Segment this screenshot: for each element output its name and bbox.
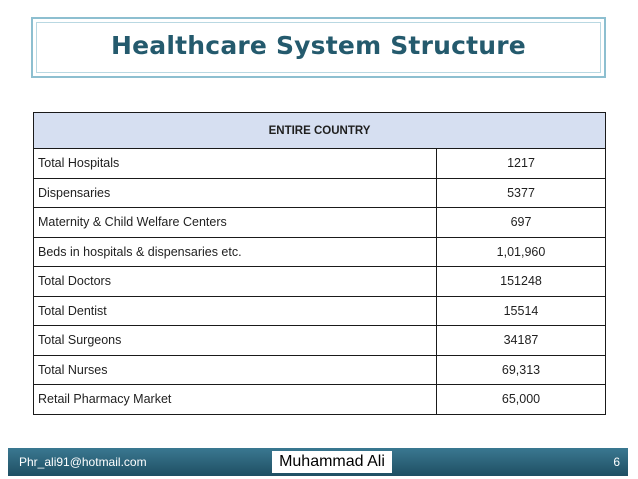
row-value: 34187 xyxy=(437,326,606,356)
row-label: Maternity & Child Welfare Centers xyxy=(34,208,437,238)
row-label: Dispensaries xyxy=(34,178,437,208)
row-label: Beds in hospitals & dispensaries etc. xyxy=(34,237,437,267)
title-box xyxy=(31,17,606,78)
table-header-row xyxy=(34,113,606,149)
row-label: Total Surgeons xyxy=(34,326,437,356)
slide-title: Healthcare System Structure xyxy=(111,31,526,60)
row-label: Total Doctors xyxy=(34,267,437,297)
row-value: 65,000 xyxy=(437,385,606,415)
page-number: 6 xyxy=(613,455,620,469)
footer-author: Muhammad Ali xyxy=(272,451,392,473)
footer-email: Phr_ali91@hotmail.com xyxy=(19,455,147,469)
table-row xyxy=(34,237,606,267)
table-row xyxy=(34,355,606,385)
row-value: 151248 xyxy=(437,267,606,297)
table-header-cell: ENTIRE COUNTRY xyxy=(34,113,606,149)
table-row xyxy=(34,296,606,326)
table-row xyxy=(34,326,606,356)
table-row xyxy=(34,208,606,238)
row-label: Retail Pharmacy Market xyxy=(34,385,437,415)
row-value: 1,01,960 xyxy=(437,237,606,267)
row-value: 5377 xyxy=(437,178,606,208)
row-value: 1217 xyxy=(437,149,606,179)
row-label: Total Hospitals xyxy=(34,149,437,179)
row-label: Total Dentist xyxy=(34,296,437,326)
table-row xyxy=(34,149,606,179)
row-value: 697 xyxy=(437,208,606,238)
table-row xyxy=(34,178,606,208)
healthcare-table xyxy=(33,112,606,415)
row-value: 69,313 xyxy=(437,355,606,385)
table-row xyxy=(34,385,606,415)
row-label: Total Nurses xyxy=(34,355,437,385)
row-value: 15514 xyxy=(437,296,606,326)
table-row xyxy=(34,267,606,297)
footer-bar xyxy=(8,448,628,476)
